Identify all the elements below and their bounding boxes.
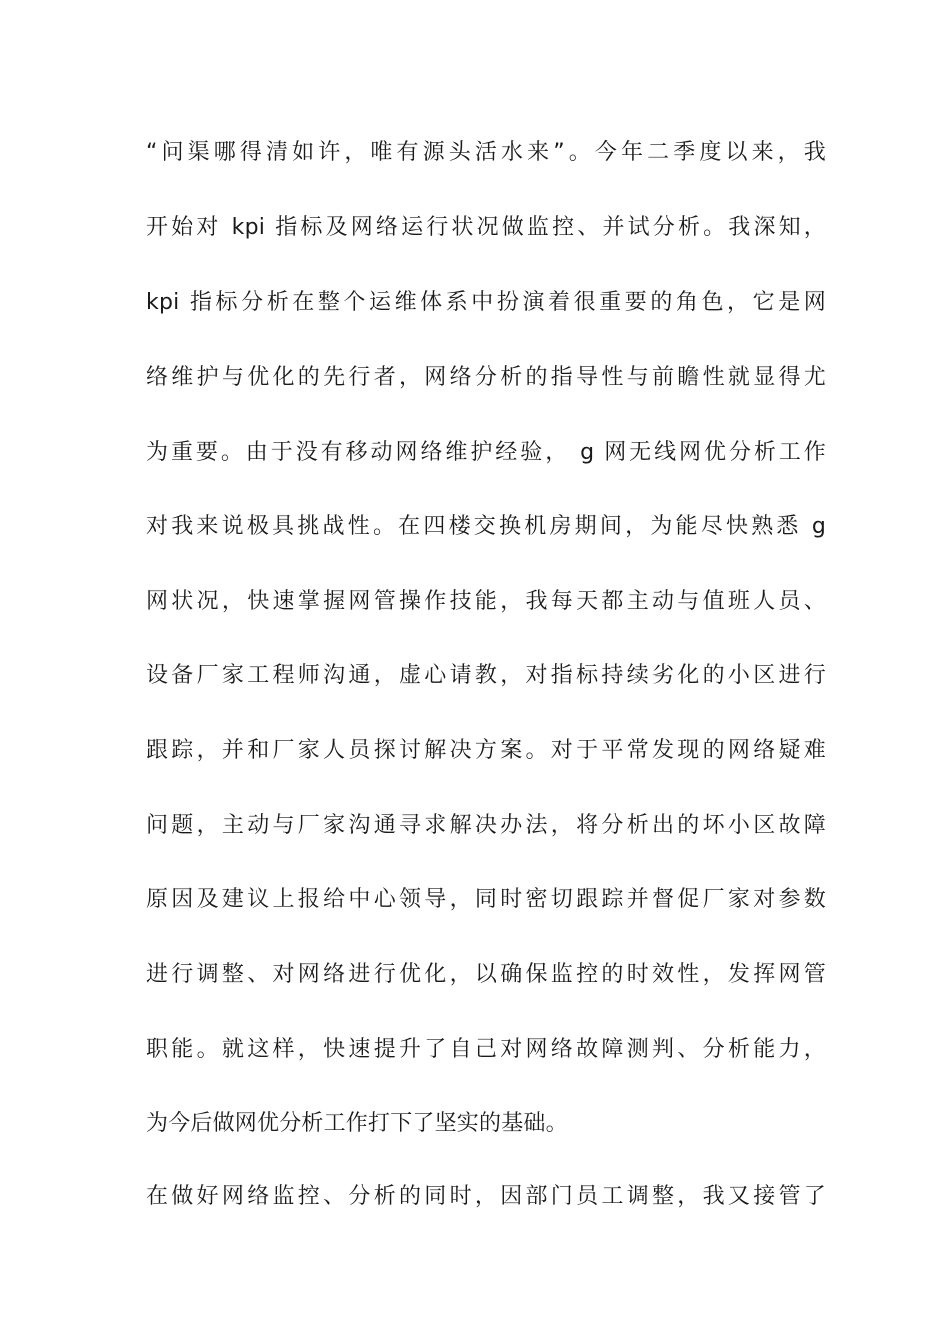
text-line: 在做好网络监控、分析的同时，因部门员工调整，我又接管了 [146, 1184, 826, 1209]
text-line: 络维护与优化的先行者，网络分析的指导性与前瞻性就显得尤 [146, 365, 826, 390]
text-line: 职能。就这样，快速提升了自己对网络故障测判、分析能力， [146, 1037, 826, 1062]
text-line: kpi 指标分析在整个运维体系中扮演着很重要的角色，它是网 [146, 290, 826, 315]
text-line: 原因及建议上报给中心领导，同时密切跟踪并督促厂家对参数 [146, 887, 826, 912]
text-line: 网状况，快速掌握网管操作技能，我每天都主动与值班人员、 [146, 589, 826, 614]
text-line: “问渠哪得清如许，唯有源头活水来”。今年二季度以来，我 [146, 140, 826, 165]
text-line: 跟踪，并和厂家人员探讨解决方案。对于平常发现的网络疑难 [146, 738, 826, 763]
text-line: 对我来说极具挑战性。在四楼交换机房期间，为能尽快熟悉 g [146, 514, 826, 539]
text-line: 进行调整、对网络进行优化，以确保监控的时效性，发挥网管 [146, 962, 826, 987]
text-line: 问题，主动与厂家沟通寻求解决办法，将分析出的坏小区故障 [146, 813, 826, 838]
text-line: 为今后做网优分析工作打下了坚实的基础。 [146, 1111, 568, 1136]
text-line: 设备厂家工程师沟通，虚心请教，对指标持续劣化的小区进行 [146, 663, 826, 688]
text-line: 为重要。由于没有移动网络维护经验， g 网无线网优分析工作 [146, 440, 826, 465]
text-line: 开始对 kpi 指标及网络运行状况做监控、并试分析。我深知， [146, 215, 826, 240]
